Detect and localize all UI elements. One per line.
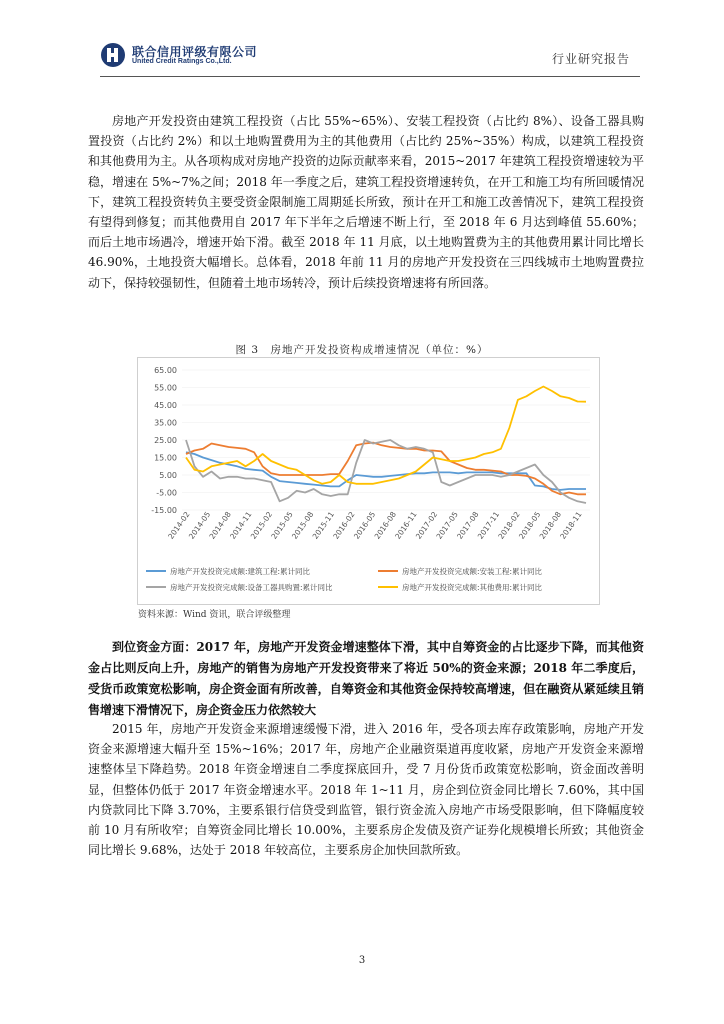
body-paragraph-2: 2015 年，房地产开发资金来源增速缓慢下滑，进入 2016 年，受各项去库存政策影响，房地产开发资金来源增速大幅升至 15%~16%；2017 年，房地产企业融资渠道再度收紧，房地产开发资金来源增速整体呈下降趋势。2018 年资金增速自二季度探底回升，受 7 月份货币政策宽松影响，资金面改善明显，但整体仍低于 2017 年资金增速水平。2018 年 1~11 月，房企到位资金同比增长 7.60%，其中国内贷款同比下降 3.70%，主要系银行信贷受到监管，银行资金流入房地产市场受限影响，但下降幅度较前 10 月有所收窄；自筹资金同比增长 10.00%，主要系房企发债及资产证券化规模增长所致；其他资金同比增长 9.68%，达处于 2018 年较高位，主要系房企加快回款所致。: [88, 722, 644, 858]
y-tick-label: 35.00: [154, 418, 177, 428]
x-tick-label: 2014-02: [166, 509, 192, 541]
company-name-en: United Credit Ratings Co.,Ltd.: [132, 58, 232, 65]
x-tick-label: 2016-05: [351, 509, 378, 541]
x-tick-label: 2017-11: [475, 509, 502, 541]
legend-label-1: 房地产开发投资完成额:建筑工程:累计同比: [170, 567, 311, 576]
y-tick-label: -15.00: [151, 506, 177, 515]
page-header: [100, 40, 640, 72]
x-tick-label: 2016-02: [331, 509, 357, 541]
y-tick-label: 45.00: [154, 401, 177, 410]
y-tick-label: 25.00: [154, 436, 177, 445]
x-tick-label: 2017-08: [455, 509, 481, 541]
y-tick-label: -5.00: [156, 488, 177, 498]
x-tick-label: 2015-02: [248, 509, 275, 541]
y-tick-label: 65.00: [154, 366, 177, 375]
y-tick-label: 55.00: [154, 383, 177, 393]
series-line-1: [186, 452, 586, 490]
header-divider: [100, 76, 640, 77]
x-tick-label: 2016-11: [393, 509, 419, 541]
x-tick-label: 2015-08: [290, 509, 316, 541]
x-tick-label: 2017-05: [434, 509, 460, 541]
company-name-cn: 联合信用评级有限公司: [132, 45, 258, 59]
x-tick-label: 2018-02: [496, 509, 522, 541]
bold-paragraph: 到位资金方面：2017 年，房地产开发资金增速整体下滑，其中自筹资金的占比逐步下降，而其他资金占比则反向上升，房地产的销售为房地产开发投资带来了将近 50%的资金来源；2018 年二季度后，受货币政策宽松影响，房企资金面有所改善，自筹资金和其他资金保持较高增速，但在融资从紧延续且销售增速下滑情况下，房企资金压力依然较大: [88, 640, 644, 717]
x-tick-label: 2016-08: [372, 509, 398, 541]
page-number: 3: [358, 955, 366, 966]
company-logo-icon: [100, 42, 126, 68]
x-tick-label: 2014-08: [207, 509, 233, 541]
legend-label-4: 房地产开发投资完成额:其他费用:累计同比: [402, 583, 543, 592]
y-tick-label: 15.00: [154, 453, 177, 463]
x-tick-label: 2018-08: [537, 509, 564, 541]
x-tick-label: 2017-02: [413, 509, 440, 541]
x-tick-label: 2018-11: [558, 509, 584, 541]
x-tick-label: 2015-11: [310, 509, 337, 541]
legend-label-2: 房地产开发投资完成额:安装工程:累计同比: [402, 567, 543, 576]
figure-source: 资料来源：Wind 资讯，联合评级整理: [138, 610, 291, 620]
line-chart: [137, 357, 600, 605]
x-tick-label: 2015-05: [269, 509, 295, 541]
body-paragraph-1: 房地产开发投资由建筑工程投资（占比 55%~65%）、安装工程投资（占比约 8%）、设备工器具购置投资（占比约 2%）和以土地购置费用为主的其他费用（占比约 25%~35%）构成，以建筑工程投资和其他费用为主。从各项构成对房地产投资的边际贡献率来看，2015~2017 年建筑工程投资增速较为平稳，增速在 5%~7%之间；2018 年一季度之后，建筑工程投资增速转负，在开工和施工均有所回暖情况下，建筑工程投资转负主要受资金限制施工周期延长所致，预计在开工和施工改善情况下，建筑工程投资有望得到修复；而其他费用自 2017 年下半年之后增速不断上行，至 2018 年 6 月达到峰值 55.60%；而后土地市场遇冷，增速开始下滑。截至 2018 年 11 月底，以土地购置费为主的其他费用累计同比增长 46.90%，土地投资大幅增长。总体看，2018 年前 11 月的房地产开发投资在三四线城市土地购置费拉动下，保持较强韧性，但随着土地市场转冷，预计后续投资增速将有所回落。: [88, 114, 644, 290]
figure-title: 图 3 房地产开发投资构成增速情况（单位：%）: [235, 344, 489, 356]
legend-label-3: 房地产开发投资完成额:设备工器具购置:累计同比: [170, 583, 333, 592]
chart-svg: [138, 358, 599, 604]
x-tick-label: 2014-05: [186, 509, 213, 541]
y-tick-label: 5.00: [159, 471, 177, 480]
x-tick-label: 2014-11: [228, 509, 254, 541]
report-type-label: 行业研究报告: [551, 52, 630, 66]
x-tick-label: 2018-05: [517, 509, 543, 541]
